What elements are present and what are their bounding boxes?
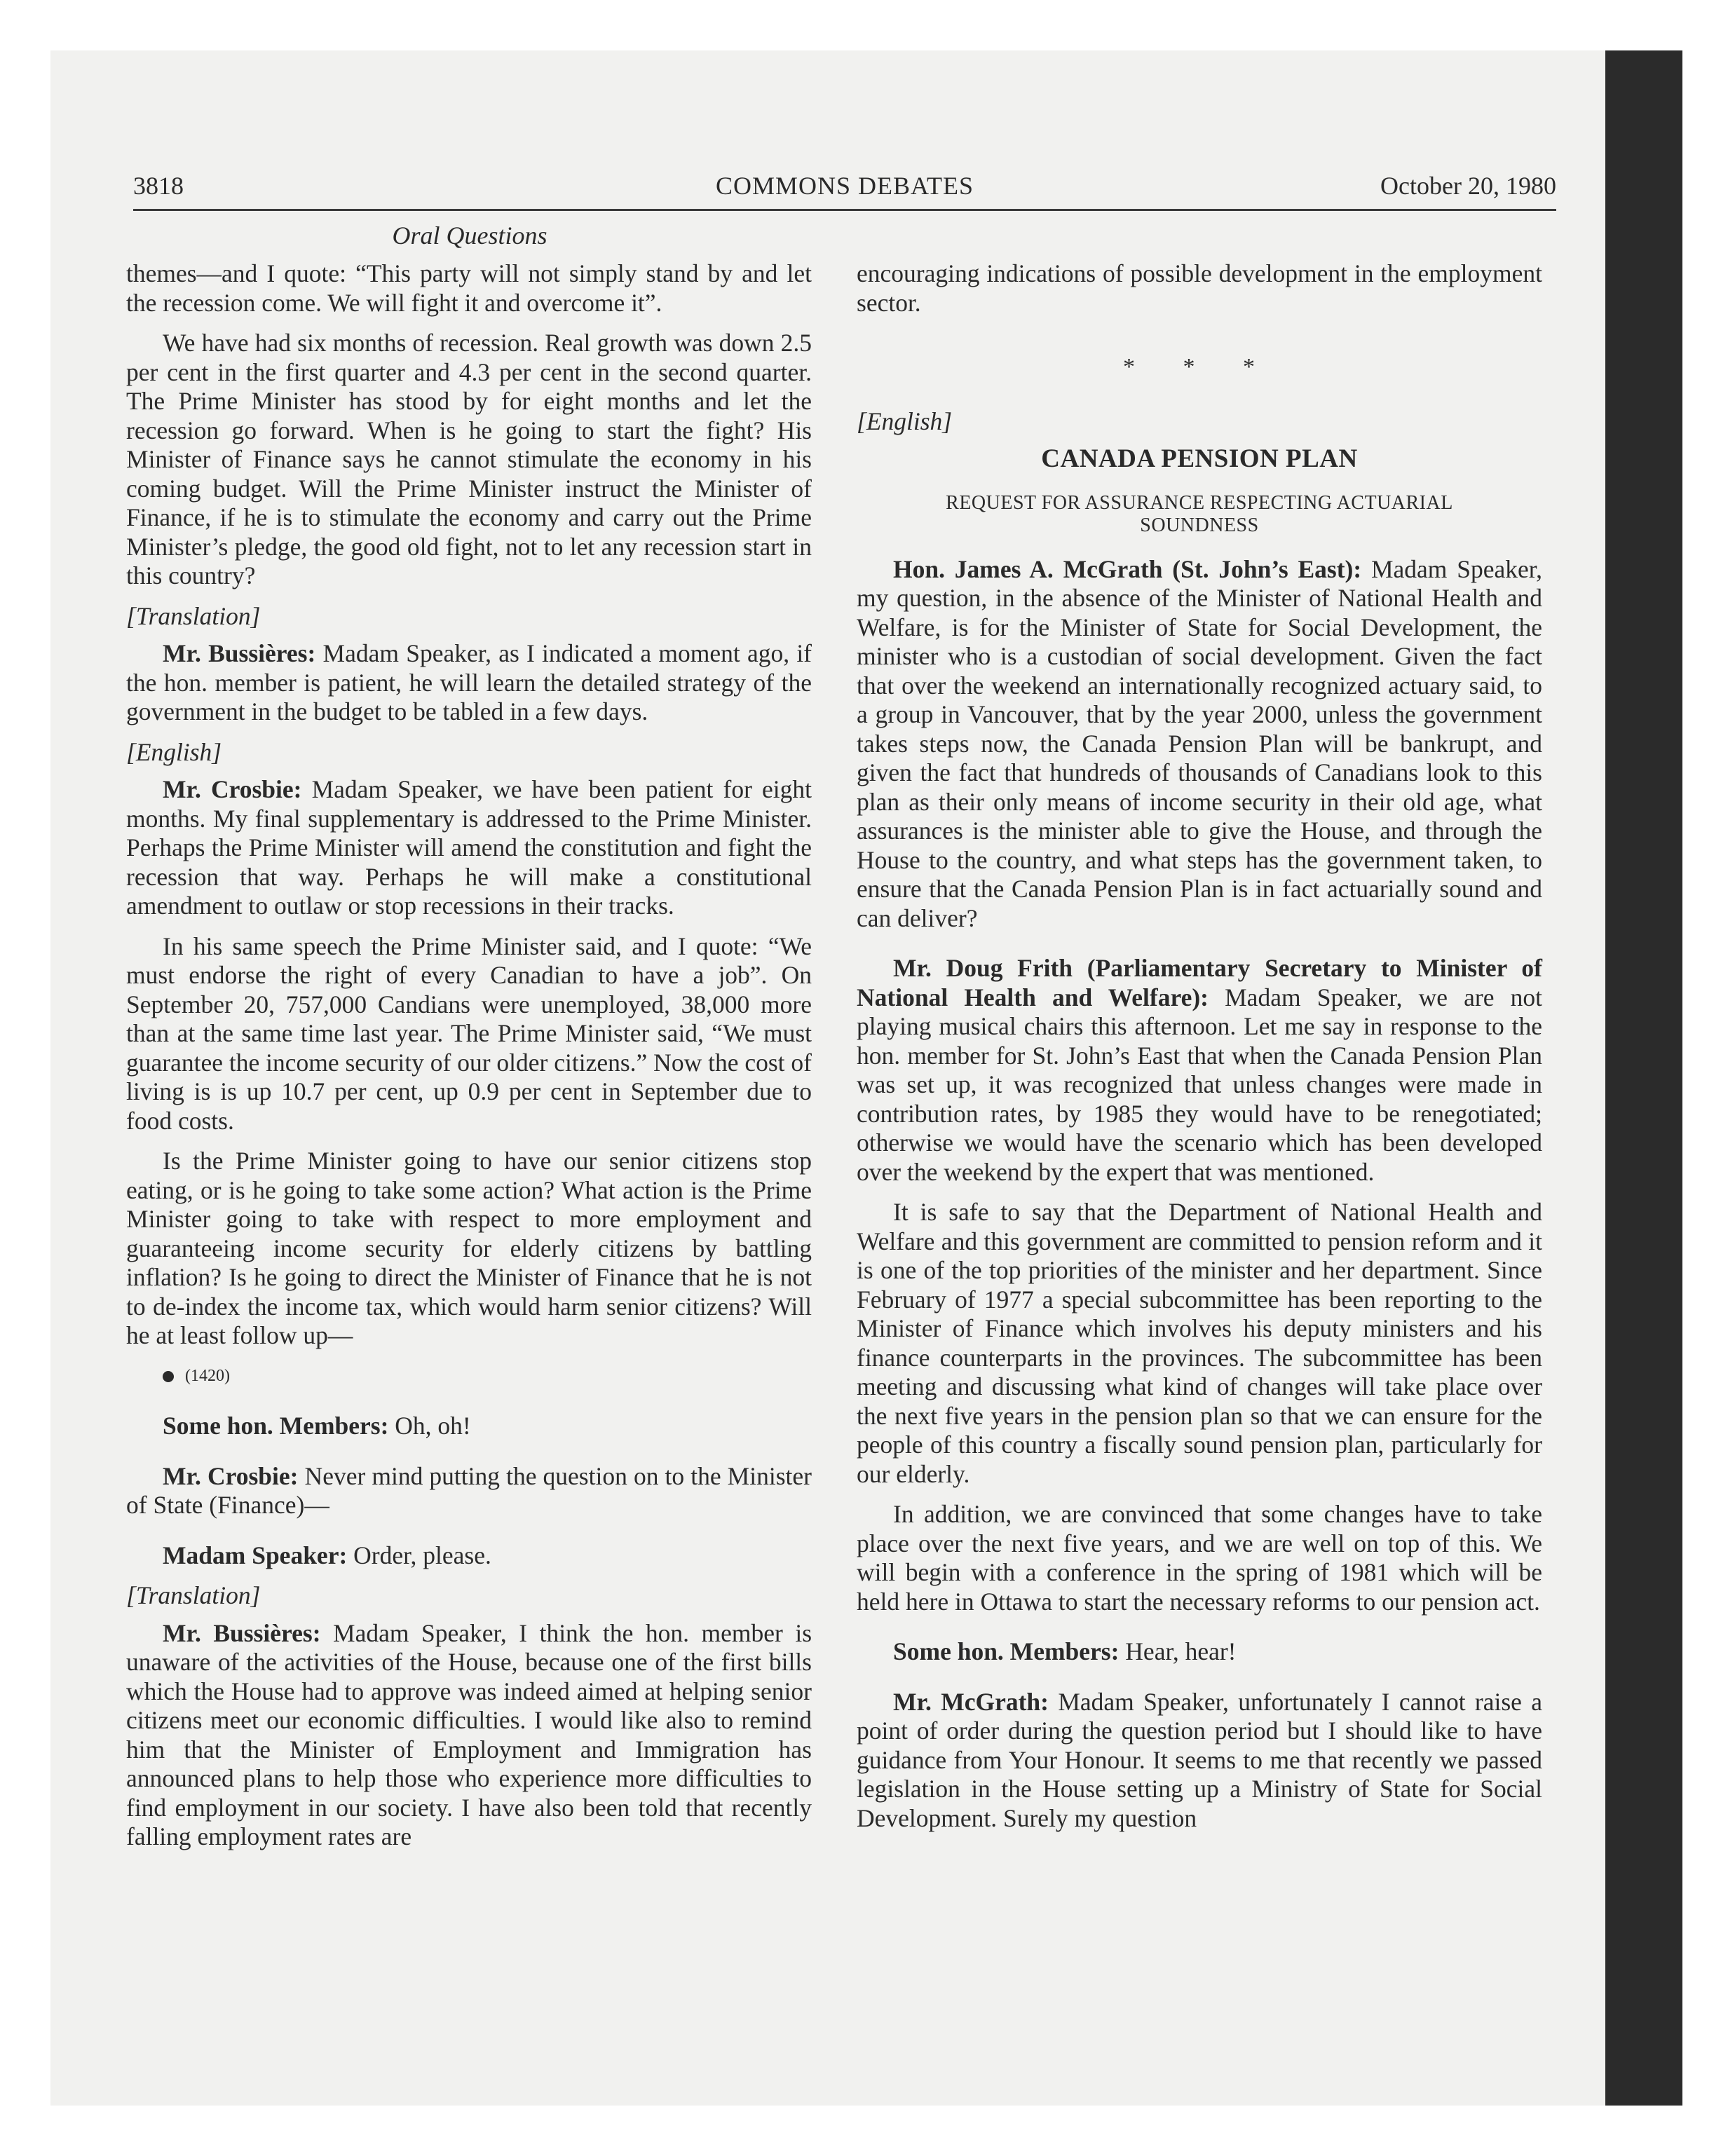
speaker-name: Mr. Crosbie: <box>163 1461 299 1490</box>
paragraph <box>857 555 1542 934</box>
paragraph: encouraging indications of possible development in the employment sector. <box>857 259 1542 317</box>
speaker-name: Mr. Crosbie: <box>163 775 302 803</box>
left-column <box>126 259 812 1863</box>
paragraph <box>126 639 812 727</box>
paragraph: It is safe to say that the Department of National Health and Welfare and this government are committed to pension reform and it is one of the top priorities of the minister and her department. Since February of 1977 a special subcommittee has been reporting to the Minister of Finance which involves his deputy ministers and his finance counterparts in the provinces. The subcommittee has been meeting and discussing what kind of changes will take place over the next five years in the pension plan so that we can ensure for the people of this country a fiscally sound pension plan, particularly for our elderly. <box>857 1198 1542 1488</box>
speech-text: Order, please. <box>347 1541 491 1569</box>
language-marker: [English] <box>126 737 222 766</box>
paragraph <box>126 1619 812 1852</box>
bullet-icon <box>163 1371 174 1382</box>
speech-text: Madam Speaker, unfortunately I cannot raise a point of order during the question period but I should like to have guidance from Your Honour. It seems to me that recently we passed legislation in the House setting up a Ministry of State for Social Development. Surely my question <box>857 1687 1542 1832</box>
paragraph <box>126 1412 812 1441</box>
speaker-name: Some hon. Members: <box>893 1637 1120 1665</box>
paragraph <box>126 775 812 921</box>
speech-text: Never mind putting the question on to the Minister of State (Finance)— <box>126 1461 812 1519</box>
publication-title: COMMONS DEBATES <box>715 172 974 200</box>
topic-subheading: REQUEST FOR ASSURANCE RESPECTING ACTUARIAL SOUNDNESS <box>946 491 1453 536</box>
page-number: 3818 <box>133 172 184 200</box>
page-header <box>133 171 1556 211</box>
speaker-name: Mr. Bussières: <box>163 1618 321 1647</box>
speech-text: Madam Speaker, I think the hon. member is unaware of the activities of the House, because one of the first bills which the House had to approve was indeed aimed at helping senior citizens meet our economic difficulties. I would like also to remind him that the Minister of Employment and Immigration has announced plans to help those who experience more difficulties to find employment in our society. I have also been told that recently falling employment rates are <box>126 1618 812 1850</box>
speaker-name: Some hon. Members: <box>163 1412 389 1440</box>
paragraph: Is the Prime Minister going to have our senior citizens stop eating, or is he going to take some action? What action is the Prime Minister going to take with respect to more employment and guaranteeing income security for elderly citizens by battling inflation? Is he going to direct the Minister of Finance that he is not to de-index the income tax, which would harm senior citizens? Will he at least follow up— <box>126 1147 812 1349</box>
timestamp-text: (1420) <box>185 1366 230 1385</box>
publication-date: October 20, 1980 <box>1380 172 1556 200</box>
paragraph: themes—and I quote: “This party will not simply stand by and let the recession come. We will fight it and overcome it”. <box>126 259 812 317</box>
section-separator: * * * <box>1123 354 1276 380</box>
language-marker: [Translation] <box>126 1581 261 1609</box>
section-label: Oral Questions <box>392 221 547 250</box>
speech-text: Madam Speaker, as I indicated a moment ago, if the hon. member is patient, he will learn the detailed strategy of the government in the budget to be tabled in a few days. <box>126 639 812 725</box>
paragraph <box>126 1462 812 1520</box>
speech-text: Oh, oh! <box>388 1412 471 1440</box>
language-marker: [Translation] <box>126 601 261 630</box>
topic-heading: CANADA PENSION PLAN <box>1041 444 1358 473</box>
scan-edge-bar <box>1605 50 1682 2106</box>
paragraph <box>857 1688 1542 1834</box>
language-marker: [English] <box>857 407 953 435</box>
paragraph: In his same speech the Prime Minister said, and I quote: “We must endorse the right of every Canadian to have a job”. On September 20, 757,000 Candians were unemployed, 38,000 more than at the same time last year. The Prime Minister said, “We must guarantee the income security of our older citizens.” Now the cost of living is is up 10.7 per cent, up 0.9 per cent in September due to food costs. <box>126 932 812 1135</box>
timestamp-marker <box>126 1362 812 1391</box>
speaker-name: Mr. McGrath: <box>893 1687 1049 1716</box>
paragraph <box>857 1637 1542 1667</box>
speech-text: Madam Speaker, my question, in the absence of the Minister of National Health and Welfare, is for the Minister of State for Social Development, the minister who is a custodian of social development. Given the fact that over the weekend an internationally recognized actuary said, to a group in Vancouver, that by the year 2000, unless the government takes steps now, the Canada Pension Plan will be bankrupt, and given the fact that hundreds of thousands of Canadians look to this plan as their only means of income security in their old age, what assurances is the minister able to give the House, and through the House to the country, and what steps has the government taken, to ensure that the Canada Pension Plan is in fact actuarially sound and can deliver? <box>857 554 1543 932</box>
speech-text: Madam Speaker, we have been patient for eight months. My final supplementary is addressed to the Prime Minister. Perhaps the Prime Minister will amend the constitution and fight the recession that way. Perhaps he will make a constitutional amendment to outlaw or stop recessions in their tracks. <box>126 775 812 920</box>
speaker-name: Mr. Bussières: <box>163 639 316 667</box>
paragraph <box>126 1541 812 1571</box>
paragraph <box>857 954 1542 1187</box>
paragraph: We have had six months of recession. Real growth was down 2.5 per cent in the first quarter and 4.3 per cent in the second quarter. The Prime Minister has stood by for eight months and let the recession go forward. When is he going to start the fight? His Minister of Finance says he cannot stimulate the economy in his coming budget. Will the Prime Minister instruct the Minister of Finance, if he is to stimulate the economy and carry out the Prime Minister’s pledge, the good old fight, not to let any recession start in this country? <box>126 329 812 589</box>
speaker-name: Madam Speaker: <box>163 1541 348 1569</box>
paragraph: In addition, we are convinced that some changes have to take place over the next five years, and we are well on top of this. We will begin with a conference in the spring of 1981 which will be held here in Ottawa to start the necessary reforms to our pension act. <box>857 1500 1542 1616</box>
speech-text: Madam Speaker, we are not playing musical chairs this afternoon. Let me say in response to the hon. member for St. John’s East that when the Canada Pension Plan was set up, it was recognized that unless changes were made in contribution rates, by 1985 they would have to be renegotiated; otherwise we would have the scenario which has been developed over the weekend by the expert that was mentioned. <box>857 983 1542 1186</box>
right-column <box>857 259 1542 1844</box>
speaker-name: Hon. James A. McGrath (St. John’s East): <box>893 554 1362 583</box>
speaker-name: Mr. Doug Frith (Parliamentary Secretary to Minister of National Health and Welfare): <box>857 954 1542 1011</box>
speech-text: Hear, hear! <box>1119 1637 1237 1665</box>
